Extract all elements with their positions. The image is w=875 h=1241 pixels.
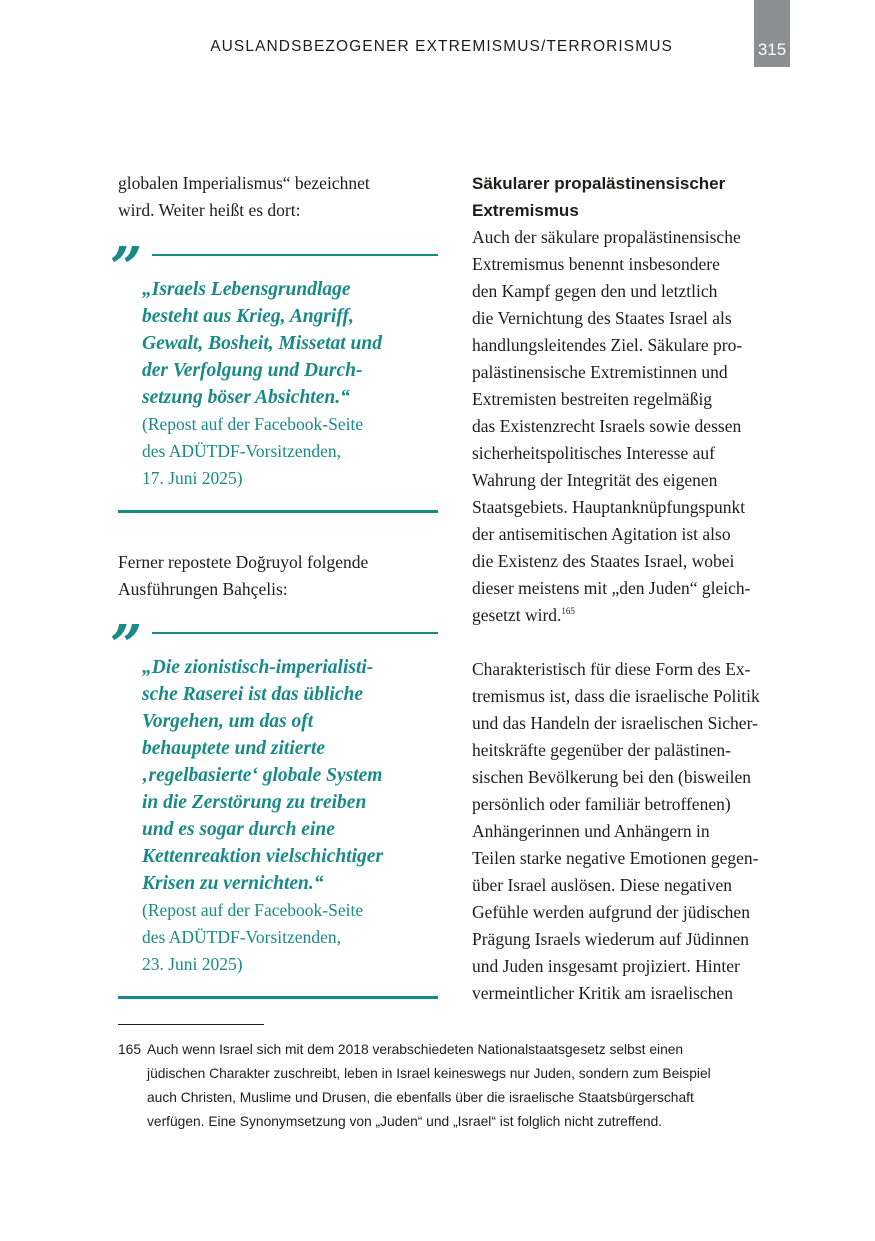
blank-line [472, 629, 812, 656]
footnote-line: auch Christen, Muslime und Drusen, die ebenfalls über die israelische Staatsbürgerschaft [147, 1090, 694, 1105]
text-line: handlungsleitendes Ziel. Säkulare pro- [472, 335, 743, 355]
quote-mark-icon: ” [110, 235, 139, 301]
quote-line: sche Raserei ist das übliche [142, 684, 364, 705]
quote-line: der Verfolgung und Durch- [142, 360, 363, 381]
footnote-line: verfügen. Eine Synonymsetzung von „Juden“ und „Israel“ ist folglich nicht zutreffend. [147, 1114, 663, 1129]
text-line: und Juden insgesamt projiziert. Hinter [472, 956, 740, 976]
text-line: wird. Weiter heißt es dort: [118, 200, 301, 220]
text-line: persönlich oder familiär betroffenen) [472, 794, 731, 814]
text-line: Gefühle werden aufgrund der jüdischen [472, 902, 750, 922]
text-line: Extremismus benennt insbesondere [472, 254, 720, 274]
text-line: Ferner repostete Doğruyol folgende [118, 552, 369, 572]
text-line: Prägung Israels wiederum auf Jüdinnen [472, 929, 750, 949]
text-line: Extremisten bestreiten regelmäßig [472, 389, 713, 409]
quote-line: „Die zionistisch-imperialisti- [142, 657, 374, 678]
text-line [472, 602, 812, 629]
quote-line: Kettenreaktion vielschichtiger [142, 846, 384, 867]
blockquote-1 [110, 235, 438, 515]
page-number: 315 [757, 40, 787, 59]
text-line: palästinensische Extremistinnen und [472, 362, 728, 382]
quote-source-line: (Repost auf der Facebook-Seite [142, 900, 364, 920]
text-line: Ausführungen Bahçelis: [118, 579, 288, 599]
section-heading: Säkularer propalästinensischer [472, 174, 726, 193]
quote-line: setzung böser Absichten.“ [142, 387, 350, 408]
text-line: sischen Bevölkerung bei den (bisweilen [472, 767, 751, 787]
quote-line: Krisen zu vernichten.“ [142, 873, 324, 894]
quote-line: besteht aus Krieg, Angriff, [142, 306, 354, 327]
quote-text [142, 654, 383, 978]
text-line: sicherheitspolitisches Interesse auf [472, 443, 715, 463]
quote-source-line: des ADÜTDF-Vorsitzenden, [142, 927, 341, 947]
footnote-line: jüdischen Charakter zuschreibt, leben in Israel keineswegs nur Juden, sondern zum Beispiel [147, 1066, 711, 1081]
text-line: der antisemitischen Agitation ist also [472, 524, 731, 544]
text-line: globalen Imperialismus“ bezeichnet [118, 173, 370, 193]
footnote [118, 1038, 798, 1134]
footnote-separator [118, 1024, 264, 1025]
page-number-box [754, 0, 790, 67]
quote-source-line: 17. Juni 2025) [142, 468, 243, 488]
text-line: und das Handeln der israelischen Sicher- [472, 713, 758, 733]
left-middle-paragraph [118, 549, 438, 603]
quote-rule-bottom [118, 996, 438, 999]
quote-source-line: des ADÜTDF-Vorsitzenden, [142, 441, 341, 461]
blockquote-2 [110, 613, 438, 1002]
quote-line: „Israels Lebensgrundlage [142, 279, 351, 300]
text-line: das Existenzrecht Israels sowie dessen [472, 416, 742, 436]
quote-rule-bottom [118, 510, 438, 513]
quote-line: in die Zerstörung zu treiben [142, 792, 367, 813]
text-line: den Kampf gegen den und letztlich [472, 281, 718, 301]
text-line: tremismus ist, dass die israelische Politik [472, 686, 760, 706]
text-line: Anhängerinnen und Anhängern in [472, 821, 710, 841]
quote-source-line: 23. Juni 2025) [142, 954, 243, 974]
text-line: Wahrung der Integrität des eigenen [472, 470, 718, 490]
footnote-text: Auch wenn Israel sich mit dem 2018 verabschiedeten Nationalstaatsgesetz selbst einen [147, 1042, 684, 1057]
text-line: die Vernichtung des Staates Israel als [472, 308, 732, 328]
section-heading: Extremismus [472, 201, 579, 220]
footnote-line [118, 1038, 798, 1062]
quote-source-line: (Repost auf der Facebook-Seite [142, 414, 364, 434]
text-line: über Israel auslösen. Diese negativen [472, 875, 732, 895]
quote-line: behauptete und zitierte [142, 738, 326, 759]
quote-text [142, 276, 382, 492]
footnote-number: 165 [118, 1042, 142, 1057]
left-intro-paragraph [118, 170, 438, 224]
text-line: Teilen starke negative Emotionen gegen- [472, 848, 759, 868]
quote-line: und es sogar durch eine [142, 819, 335, 840]
text-line: Charakteristisch für diese Form des Ex- [472, 659, 751, 679]
text-line: heitskräfte gegenüber der palästinen- [472, 740, 731, 760]
quote-rule-top [152, 254, 438, 256]
quote-line: Vorgehen, um das oft [142, 711, 314, 732]
quote-rule-top [152, 632, 438, 634]
text-line: vermeintlicher Kritik am israelischen [472, 983, 733, 1003]
text-line: die Existenz des Staates Israel, wobei [472, 551, 735, 571]
text-line: Staatsgebiets. Hauptanknüpfungspunkt [472, 497, 746, 517]
text-line: dieser meistens mit „den Juden“ gleich- [472, 578, 751, 598]
text-line: Auch der säkulare propalästinensische [472, 227, 741, 247]
quote-line: ‚regelbasierte‘ globale System [142, 765, 383, 786]
right-column [472, 170, 812, 1007]
text-fragment: gesetzt wird. [472, 605, 562, 625]
quote-line: Gewalt, Bosheit, Missetat und [142, 333, 382, 354]
footnote-reference: 165 [561, 606, 575, 616]
running-header: AUSLANDSBEZOGENER EXTREMISMUS/TERRORISMUS [210, 38, 673, 55]
quote-mark-icon: ” [110, 613, 139, 679]
